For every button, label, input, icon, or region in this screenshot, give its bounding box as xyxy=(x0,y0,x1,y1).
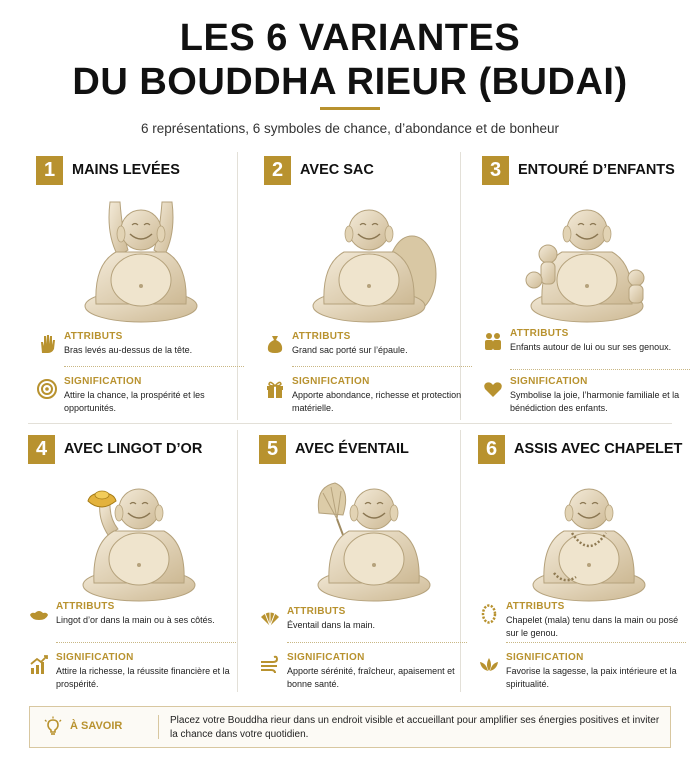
meaning-label: SIGNIFICATION xyxy=(506,652,584,663)
card-number: 2 xyxy=(264,156,291,185)
page-subtitle: 6 représentations, 6 symboles de chance, d’abondance et de bonheur xyxy=(140,121,560,136)
card-title: AVEC SAC xyxy=(300,162,374,178)
buddha-with-sack-figure xyxy=(294,194,444,324)
attributes-label: ATTRIBUTS xyxy=(506,601,565,612)
did-you-know-label: À SAVOIR xyxy=(70,720,123,732)
did-you-know-box xyxy=(29,706,671,748)
mala-beads-icon xyxy=(478,603,500,625)
dotted-divider xyxy=(64,366,244,367)
buddha-with-fan-figure xyxy=(299,473,449,603)
meaning-label: SIGNIFICATION xyxy=(56,652,134,663)
variant-card-3 xyxy=(482,156,700,426)
variant-card-1 xyxy=(36,156,256,426)
buddha-with-gold-ingot-figure xyxy=(64,473,214,603)
buddha-with-mala-figure xyxy=(514,473,664,603)
target-icon xyxy=(36,378,58,400)
family-icon xyxy=(482,330,504,352)
card-title: AVEC ÉVENTAIL xyxy=(295,441,409,457)
card-number: 6 xyxy=(478,435,505,464)
attributes-text: Enfants autour de lui ou sur ses genoux. xyxy=(510,342,672,352)
page-title xyxy=(0,16,700,104)
dotted-divider xyxy=(287,642,467,643)
attributes-text: Grand sac porté sur l’épaule. xyxy=(292,345,408,355)
attributes-label: ATTRIBUTS xyxy=(287,606,346,617)
card-title: MAINS LEVÉES xyxy=(72,162,180,178)
gift-icon xyxy=(264,378,286,400)
variant-card-2 xyxy=(264,156,484,426)
meaning-text: Symbolise la joie, l’harmonie familiale et la bénédiction des enfants. xyxy=(510,390,680,413)
heart-icon xyxy=(482,378,504,400)
meaning-text: Attire la chance, la prospérité et les opportunités. xyxy=(64,390,205,413)
attributes-label: ATTRIBUTS xyxy=(64,331,123,342)
card-title: ASSIS AVEC CHAPELET xyxy=(514,441,683,457)
card-number: 5 xyxy=(259,435,286,464)
attributes-text: Lingot d’or dans la main ou à ses côtés. xyxy=(56,615,215,625)
meaning-label: SIGNIFICATION xyxy=(292,376,370,387)
lightbulb-icon xyxy=(42,716,64,738)
meaning-text: Favorise la sagesse, la paix intérieure et la spiritualité. xyxy=(506,666,677,689)
lotus-icon xyxy=(478,654,500,676)
card-title: ENTOURÉ D’ENFANTS xyxy=(518,162,675,178)
buddha-raised-hands-figure xyxy=(66,194,216,324)
fan-icon xyxy=(259,608,281,630)
card-number: 1 xyxy=(36,156,63,185)
dotted-divider xyxy=(56,642,236,643)
title-line-2: DU BOUDDHA RIEUR (BUDAI) xyxy=(72,61,628,103)
note-separator xyxy=(158,715,159,739)
raised-hand-icon xyxy=(36,333,58,355)
attributes-text: Chapelet (mala) tenu dans la main ou posé sur le genou. xyxy=(506,615,679,638)
meaning-label: SIGNIFICATION xyxy=(510,376,588,387)
dotted-divider xyxy=(506,642,686,643)
attributes-label: ATTRIBUTS xyxy=(56,601,115,612)
card-number: 4 xyxy=(28,435,55,464)
gold-ingot-icon xyxy=(28,603,50,625)
money-bag-icon xyxy=(264,333,286,355)
title-divider xyxy=(320,107,380,110)
meaning-label: SIGNIFICATION xyxy=(64,376,142,387)
card-title: AVEC LINGOT D’OR xyxy=(64,441,203,457)
dotted-divider xyxy=(510,369,690,370)
variant-card-4 xyxy=(28,435,248,705)
attributes-label: ATTRIBUTS xyxy=(292,331,351,342)
dotted-divider xyxy=(292,366,472,367)
attributes-text: Éventail dans la main. xyxy=(287,620,376,630)
meaning-text: Apporte sérénité, fraîcheur, apaisement et bonne santé. xyxy=(287,666,455,689)
card-number: 3 xyxy=(482,156,509,185)
attributes-label: ATTRIBUTS xyxy=(510,328,569,339)
title-line-1: LES 6 VARIANTES xyxy=(179,17,521,59)
growth-chart-icon xyxy=(28,654,50,676)
meaning-text: Apporte abondance, richesse et protection matérielle. xyxy=(292,390,462,413)
variant-card-5 xyxy=(259,435,479,705)
buddha-with-children-figure xyxy=(512,194,662,324)
did-you-know-text: Placez votre Bouddha rieur dans un endroit visible et accueillant pour amplifier ses énergies positives et inviter la chance dans votre quotidien. xyxy=(170,715,660,740)
meaning-label: SIGNIFICATION xyxy=(287,652,365,663)
wind-icon xyxy=(259,654,281,676)
attributes-text: Bras levés au-dessus de la tête. xyxy=(64,345,193,355)
meaning-text: Attire la richesse, la réussite financière et la prospérité. xyxy=(56,666,230,689)
variant-card-6 xyxy=(478,435,698,705)
